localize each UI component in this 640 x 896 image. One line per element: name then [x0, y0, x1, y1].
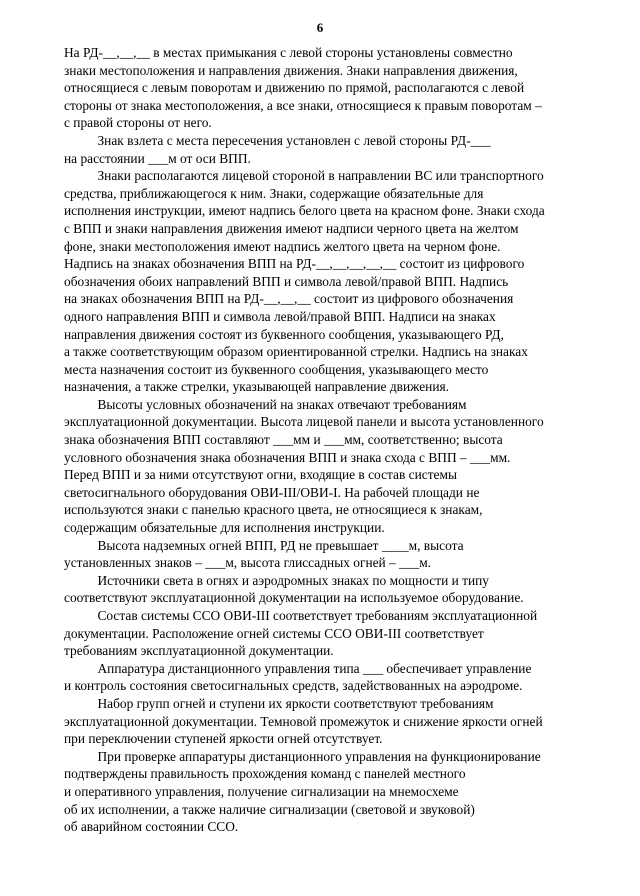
document-body: [64, 44, 610, 836]
text-line: стороны от знака местоположения, а все знаки, относящиеся к правым поворотам –: [64, 97, 542, 113]
text-line: одного направления ВПП и символа левой/правой ВПП. Надписи на знаках: [64, 308, 496, 324]
text-line: Высоты условных обозначений на знаках отвечают требованиям: [64, 396, 467, 412]
text-line: Источники света в огнях и аэродромных знаках по мощности и типу: [64, 572, 489, 588]
paragraph: [64, 572, 610, 607]
text-line: На РД-__,__,__ в местах примыкания с левой стороны установлены совместно: [64, 45, 513, 60]
text-line: Аппаратура дистанционного управления типа ___ обеспечивает управление: [64, 660, 532, 676]
paragraph: [64, 660, 610, 695]
paragraph: [64, 695, 610, 748]
text-line: подтверждены правильность прохождения команд с панелей местного: [64, 766, 466, 782]
text-line: средства, приближающегося к ним. Знаки, содержащие обязательные для: [64, 185, 484, 201]
text-line: с правой стороны от него.: [64, 115, 212, 131]
text-line: Знак взлета с места пересечения установлен с левой стороны РД-___: [64, 132, 491, 148]
text-line: Знаки располагаются лицевой стороной в направлении ВС или транспортного: [64, 168, 544, 184]
text-line: знака обозначения ВПП составляют ___мм и ___мм, соответственно; высота: [64, 432, 503, 448]
text-line: при переключении ступеней яркости огней отсутствует.: [64, 731, 383, 747]
text-line: используются знаки с панелью красного цвета, не относящиеся к знакам,: [64, 502, 483, 518]
text-line: на расстоянии ___м от оси ВПП.: [64, 150, 251, 166]
text-line: требованиям эксплуатационной документации.: [64, 643, 334, 659]
text-line: содержащим обязательные для исполнения инструкции.: [64, 520, 385, 536]
text-line: установленных знаков – ___м, высота глиссадных огней – ___м.: [64, 555, 432, 571]
text-line: документации. Расположение огней системы ССО ОВИ-III соответствует: [64, 625, 484, 641]
text-line: об их исполнении, а также наличие сигнализации (световой и звуковой): [64, 801, 475, 817]
text-line: Состав системы ССО ОВИ-III соответствует требованиям эксплуатационной: [64, 608, 538, 623]
text-line: на знаках обозначения ВПП на РД-__,__,__ состоит из цифрового обозначения: [64, 291, 514, 307]
text-line: с ВПП и знаки направления движения имеют надписи черного цвета на желтом: [64, 220, 519, 236]
text-line: Надпись на знаках обозначения ВПП на РД-__,__,__,__,__ состоит из цифрового: [64, 256, 525, 272]
text-line: эксплуатационной документации. Темновой промежуток и снижение яркости огней: [64, 713, 543, 729]
text-line: условного обозначения знака обозначения ВПП и знака схода с ВПП – ___мм.: [64, 449, 511, 465]
text-line: и контроль состояния светосигнальных средств, задействованных на аэродроме.: [64, 678, 523, 694]
text-line: Высота надземных огней ВПП, РД не превышает ____м, высота: [64, 537, 464, 553]
paragraph: [64, 607, 610, 660]
text-line: места назначения состоит из буквенного сообщения, указывающего место: [64, 361, 489, 377]
text-line: и оперативного управления, получение сигнализации на мнемосхеме: [64, 783, 459, 799]
text-line: об аварийном состоянии ССО.: [64, 819, 239, 835]
text-line: исполнения инструкции, имеют надпись белого цвета на красном фоне. Знаки схода: [64, 203, 545, 219]
paragraph: [64, 167, 610, 396]
text-line: эксплуатационной документации. Высота лицевой панели и высота установленного: [64, 414, 544, 430]
text-line: относящиеся с левым поворотам и движению по прямой, располагаются с левой: [64, 80, 525, 96]
text-line: фоне, знаки местоположения имеют надпись желтого цвета на черном фоне.: [64, 238, 501, 254]
text-line: светосигнального оборудования ОВИ-III/ОВИ-I. На рабочей площади не: [64, 484, 480, 500]
text-line: Набор групп огней и ступени их яркости соответствуют требованиям: [64, 695, 494, 711]
text-line: Перед ВПП и за ними отсутствуют огни, входящие в состав системы: [64, 467, 457, 483]
text-line: знаки местоположения и направления движения. Знаки направления движения,: [64, 62, 518, 78]
paragraph: [64, 44, 610, 132]
paragraph: [64, 537, 610, 572]
paragraph: [64, 396, 610, 537]
text-line: соответствуют эксплуатационной документации на используемое оборудование.: [64, 590, 524, 606]
text-line: При проверке аппаратуры дистанционного управления на функционирование: [64, 748, 541, 764]
text-line: направления движения состоят из буквенного сообщения, указывающего РД,: [64, 326, 504, 342]
paragraph: [64, 748, 610, 836]
text-line: а также соответствующим образом ориентированной стрелки. Надпись на знаках: [64, 344, 528, 360]
text-line: назначения, а также стрелки, указывающей направление движения.: [64, 379, 449, 395]
text-line: обозначения обоих направлений ВПП и символа левой/правой ВПП. Надпись: [64, 273, 509, 289]
page-number: 6: [316, 20, 324, 35]
paragraph: [64, 132, 610, 167]
